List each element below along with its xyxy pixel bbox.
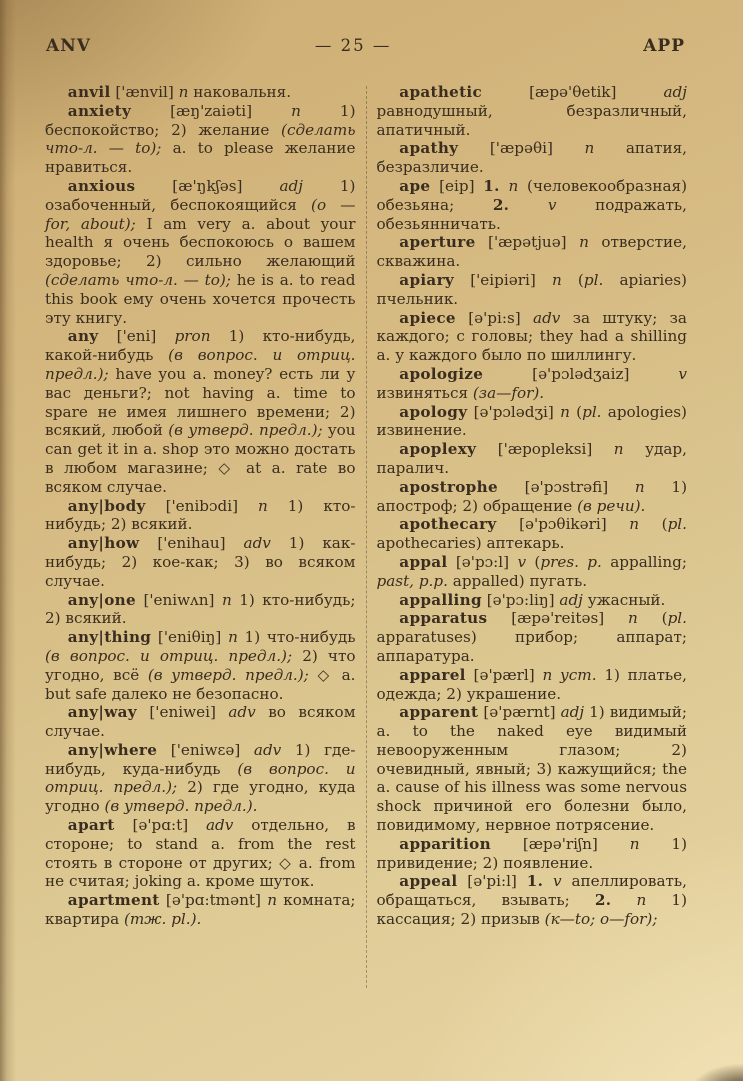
definition-text — [543, 872, 553, 890]
entry-apothecary — [377, 515, 688, 553]
headword-or-number: any — [67, 327, 99, 346]
italic-label: v — [517, 552, 527, 571]
definition-text: ( — [637, 609, 668, 628]
italic-label: pl. — [582, 402, 602, 421]
entry-apologize — [377, 365, 688, 403]
italic-label: adj — [559, 590, 583, 609]
page-number: — 25 — — [314, 36, 392, 55]
entry-appalling — [377, 591, 688, 610]
headword-or-number: 1. — [526, 872, 544, 891]
definition-text: ['ænvil] — [110, 83, 179, 101]
italic-label: n — [636, 891, 647, 910]
headword-or-number: any|how — [67, 534, 140, 553]
definition-text: appalling; — [601, 552, 687, 571]
headword-or-number: apoplexy — [399, 440, 477, 459]
italic-label: (в речи). — [577, 496, 646, 515]
headword-or-number: apartment — [67, 891, 160, 910]
italic-label: (сделать что-л. — to); — [45, 270, 231, 289]
definition-text: [æpə'θetik] — [482, 83, 664, 101]
entry-apart — [45, 816, 356, 891]
text-columns — [0, 56, 743, 988]
definition-text: ['eniθiŋ] — [151, 628, 229, 647]
italic-label: adj — [279, 176, 303, 195]
definition-text: [ə'pi:s] — [455, 308, 534, 327]
headword-or-number: apparel — [399, 665, 466, 684]
italic-label: n — [628, 609, 638, 628]
headword-or-number: appal — [399, 552, 448, 571]
italic-label: n — [228, 628, 238, 647]
italic-label: v — [678, 364, 687, 383]
entry-anyway — [45, 703, 356, 741]
italic-label: pl. — [667, 515, 687, 534]
italic-label: past, p.p. — [376, 571, 448, 590]
definition-text: [ə'pɔθikəri] — [496, 515, 630, 534]
italic-label: pres. p. — [540, 552, 602, 571]
headword-or-number: aperture — [399, 233, 476, 252]
definition-text: ['eniwʌn] — [135, 590, 222, 609]
entry-apoplexy — [377, 440, 688, 478]
headword-or-number: any|body — [67, 496, 146, 515]
italic-label: adv — [228, 703, 256, 722]
italic-label: n — [629, 834, 640, 853]
entry-anxious — [45, 177, 356, 327]
italic-label: adv — [533, 308, 561, 327]
definition-text: have you a. money? есть ли у вас деньги?; not having a. time to spare не имея лишнего времени; 2) всякий, любой — [45, 364, 356, 440]
definition-text: [ə'pɔ:liŋ] — [481, 590, 560, 609]
definition-text: apothecaries) аптекарь. — [376, 534, 565, 553]
definition-text: [ə'pɔlədʒaiz] — [483, 364, 679, 383]
definition-text: ['eniwɛə] — [157, 740, 254, 759]
entry-any — [45, 327, 356, 496]
definition-text: 1) озабоченный, беспокоящийся — [45, 176, 356, 214]
definition-text: [ə'pɔ:l] — [447, 552, 518, 571]
definition-text: ( — [639, 515, 668, 534]
italic-label: n — [634, 477, 645, 496]
entry-apiary — [377, 271, 688, 309]
entry-anywhere — [45, 741, 356, 816]
entry-apparent — [377, 703, 688, 835]
entry-appal — [377, 553, 688, 591]
definition-text: ['eni] — [98, 327, 175, 346]
definition-text: 1) привидение; 2) появление. — [376, 834, 687, 872]
italic-label: n — [551, 270, 562, 289]
headword-or-number: any|one — [67, 590, 136, 609]
headword-or-number: appeal — [399, 872, 458, 891]
definition-text: равнодушный, безразличный, апатичный. — [376, 101, 687, 139]
definition-text: ['æpətjuə] — [475, 233, 580, 252]
entry-apartment — [45, 891, 356, 929]
italic-label: v — [553, 872, 562, 891]
definition-text: appalled) пугать. — [447, 571, 588, 590]
italic-label: adv — [206, 816, 234, 835]
definition-text: 1) где-нибудь, куда-нибудь — [45, 740, 356, 778]
headword-or-number: apathy — [399, 139, 459, 158]
italic-label: n — [560, 402, 570, 421]
headword-or-number: 2. — [492, 195, 510, 214]
definition-text: ['æpəθi] — [458, 139, 585, 158]
definition-text: извиняться — [376, 383, 473, 402]
italic-label: n — [584, 139, 595, 158]
definition-text: ( — [561, 270, 584, 289]
entry-apparel — [377, 666, 688, 704]
definition-text: [ə'pi:l] — [457, 872, 527, 891]
headword-or-number: apart — [67, 816, 115, 835]
italic-label: v — [547, 195, 557, 214]
definition-text: ужасный. — [582, 590, 666, 609]
italic-label: (за—for). — [472, 383, 545, 402]
definition-text: 1) беспокойство; 2) желание — [45, 101, 356, 139]
italic-label: (в утверд. предл.). — [104, 797, 258, 816]
italic-label: n — [629, 515, 640, 534]
definition-text — [509, 196, 548, 214]
italic-label: pl. — [583, 270, 604, 289]
definition-text: 1) кто-нибудь; 2) всякий. — [45, 590, 356, 628]
definition-text: [ə'pærl] — [465, 665, 543, 684]
definition-text: ['enihau] — [139, 534, 244, 553]
headword-or-number: 1. — [483, 176, 500, 195]
page-header — [0, 0, 743, 56]
definition-text: [æpə'riʃn] — [490, 834, 630, 853]
headword-or-number: apostrophe — [399, 477, 498, 496]
headword-or-number: apothecary — [399, 515, 497, 534]
headword-or-number: anxious — [67, 176, 136, 195]
headword-or-number: any|where — [67, 740, 158, 759]
definition-text: ◇ a. but safe далеко не безопасно. — [45, 665, 356, 703]
headword-or-number: apparition — [399, 834, 491, 853]
definition-text: ['eipiəri] — [454, 270, 552, 289]
headword-or-number: apiary — [399, 270, 454, 289]
italic-label: adv — [243, 534, 271, 553]
entry-anxiety — [45, 102, 356, 177]
definition-text: [æ'ŋkʃəs] — [135, 176, 280, 195]
definition-text: апатия, безразличие. — [376, 139, 687, 177]
definition-text: 1) что-нибудь — [237, 628, 356, 647]
definition-text: апеллировать, обращаться, взывать; — [376, 872, 687, 910]
definition-text: 1) видимый; a. to the naked eye видимый невооруженным глазом; 2) очевидный, явный; 3) кажущийся; the a. cause of his illness was some nervous shock причиной его болезни было, повидимому, нервное потрясение. — [376, 703, 687, 835]
entry-anvil — [45, 83, 356, 102]
entry-aperture — [377, 233, 688, 271]
definition-text: ['æpopleksi] — [476, 440, 614, 459]
definition-text: ['enibɔdi] — [145, 496, 259, 515]
italic-label: (к—to; о—for); — [544, 910, 658, 929]
italic-label: n — [613, 440, 624, 459]
italic-label: (в вопрос. и отриц. предл.); — [45, 346, 356, 383]
column-divider — [366, 86, 367, 988]
italic-label: pl. — [667, 609, 687, 628]
italic-label: pron — [174, 327, 211, 346]
definition-text: 1) кто-нибудь; 2) всякий. — [45, 496, 356, 534]
entry-apathy — [377, 139, 688, 177]
definition-text: ['eniwei] — [136, 703, 229, 722]
guide-word-right: APP — [643, 36, 685, 56]
definition-text: (человекообразная) обезьяна; — [376, 176, 688, 214]
definition-text: [ə'pɔstrəfi] — [497, 477, 635, 496]
italic-label: adv — [253, 740, 282, 759]
definition-text: [eip] — [430, 176, 484, 195]
definition-text: apologies) извинение. — [376, 402, 687, 440]
definition-text: [ə'pærnt] — [478, 703, 561, 722]
italic-label: (в вопрос. и отриц. предл.); — [45, 759, 356, 797]
entry-anyone — [45, 591, 356, 629]
definition-text: наковальня. — [188, 83, 292, 101]
headword-or-number: apiece — [399, 308, 456, 327]
italic-label: (тж. pl.). — [123, 910, 202, 929]
italic-label: adj — [560, 703, 585, 722]
guide-word-left: ANV — [46, 36, 91, 56]
italic-label: n уст. — [542, 665, 597, 684]
entry-apparition — [377, 835, 688, 873]
italic-label: n — [221, 590, 232, 609]
entry-anyhow — [45, 534, 356, 590]
definition-text: 2) где угодно, куда угодно — [45, 778, 356, 816]
definition-text: apparatuses) прибор; аппарат; аппаратура. — [376, 628, 687, 665]
headword-or-number: ape — [399, 176, 431, 195]
italic-label: n — [267, 891, 277, 910]
headword-or-number: any|way — [67, 703, 137, 722]
headword-or-number: apparent — [399, 703, 479, 722]
italic-label: (о — for, about); — [45, 195, 356, 233]
column-right — [377, 83, 688, 988]
italic-label: (в утверд. предл.); — [147, 665, 309, 684]
definition-text: во всяком случае. — [45, 703, 356, 741]
definition-text: за штуку; за каждого; с головы; they had a shilling a. у каждого было по шиллингу. — [376, 308, 687, 365]
entry-apology — [377, 403, 688, 441]
entry-apostrophe — [377, 478, 688, 516]
entry-apiece — [377, 309, 688, 365]
definition-text: отверстие, скважина. — [376, 233, 687, 271]
entry-apparatus — [377, 609, 688, 665]
definition-text — [611, 891, 636, 909]
entry-anybody — [45, 497, 356, 535]
definition-text: [æŋ'zaiəti] — [131, 101, 292, 120]
italic-label: n — [508, 176, 519, 195]
headword-or-number: anvil — [67, 83, 111, 101]
italic-label: adj — [663, 83, 687, 101]
definition-text: 2) что угодно, всё — [45, 646, 356, 684]
headword-or-number: apology — [399, 402, 468, 421]
italic-label: n — [178, 83, 189, 101]
definition-text: 1) платье, одежда; 2) украшение. — [376, 665, 687, 703]
definition-text: he is a. to read this book ему очень хочется прочесть эту книгу. — [45, 270, 356, 327]
definition-text: apiaries) пчельник. — [376, 270, 687, 308]
italic-label: (в вопрос. и отриц. предл.); — [45, 646, 293, 665]
italic-label: n — [291, 101, 301, 120]
headword-or-number: apparatus — [399, 609, 488, 628]
headword-or-number: apathetic — [399, 83, 483, 101]
definition-text: комната; квартира — [45, 891, 356, 929]
entry-appeal — [377, 872, 688, 928]
definition-text — [500, 177, 509, 195]
definition-text: 1) апостроф; 2) обращение — [376, 477, 687, 515]
definition-text: отдельно, в стороне; to stand a. from the rest стоять в стороне от других; ◇ a. from не считая; joking a. кроме шуток. — [45, 816, 356, 891]
definition-text: 1) как-нибудь; 2) кое-как; 3) во всяком случае. — [45, 534, 356, 590]
entry-ape — [377, 177, 688, 233]
italic-label: n — [579, 233, 589, 252]
headword-or-number: anxiety — [67, 101, 132, 120]
definition-text: a. to please желание нравиться. — [45, 139, 356, 177]
definition-text: you can get it in a. shop это можно достать в любом магазине; ◇ at a. rate во всяком случае. — [45, 421, 356, 496]
headword-or-number: apologize — [399, 364, 484, 383]
headword-or-number: appalling — [399, 590, 482, 609]
definition-text: ( — [526, 552, 541, 571]
definition-text: 1) кто-нибудь, какой-нибудь — [45, 327, 356, 365]
definition-text: [ə'pɔlədʒi] — [467, 402, 561, 421]
definition-text: ( — [569, 402, 583, 421]
entry-anything — [45, 628, 356, 703]
definition-text: I am very a. about your health я очень беспокоюсь о вашем здоровье; 2) сильно желающий — [45, 214, 356, 271]
definition-text: [ə'pɑ:t] — [114, 816, 206, 835]
headword-or-number: any|thing — [67, 628, 152, 647]
italic-label: (в утверд. предл.); — [168, 421, 323, 440]
column-left — [45, 83, 356, 988]
headword-or-number: 2. — [594, 891, 612, 910]
definition-text: подражать, обезьянничать. — [376, 195, 688, 233]
definition-text: удар, паралич. — [376, 440, 687, 477]
definition-text: [ə'pɑ:tmənt] — [159, 891, 268, 910]
entry-apathetic — [377, 83, 688, 139]
definition-text: 1) кассация; 2) призыв — [376, 891, 687, 929]
italic-label: (сделать что-л. — to); — [45, 120, 356, 158]
italic-label: n — [258, 496, 268, 515]
definition-text: [æpə'reitəs] — [487, 609, 629, 628]
